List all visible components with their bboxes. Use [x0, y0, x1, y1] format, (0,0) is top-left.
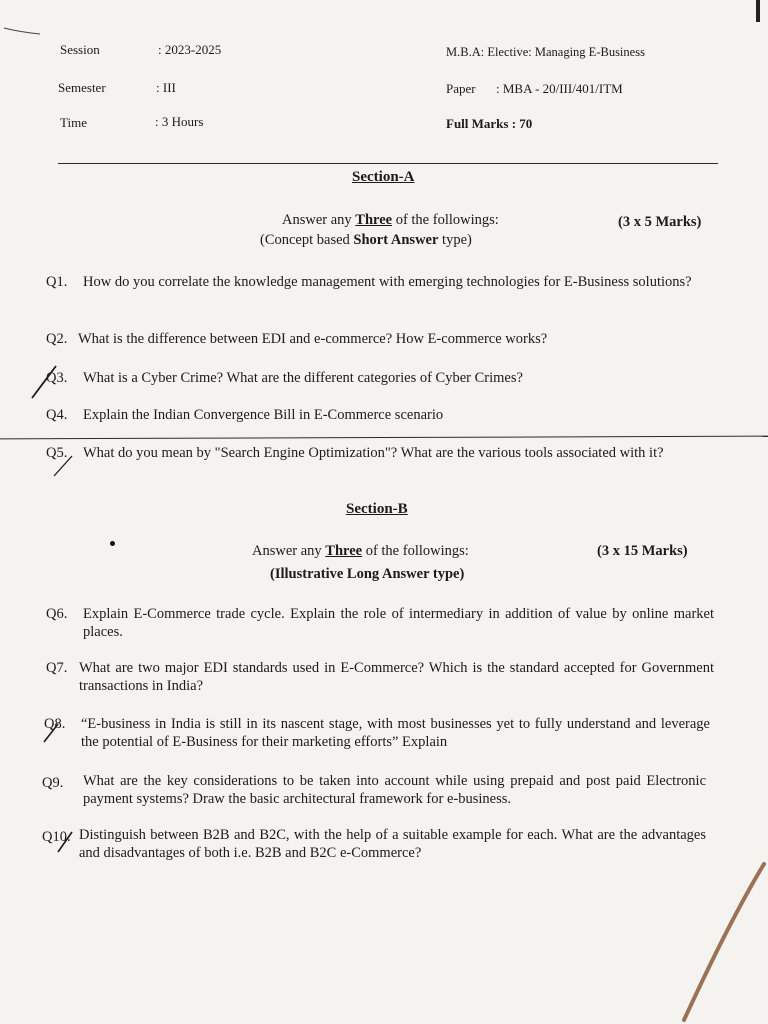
- dot-mark: [110, 541, 115, 546]
- question-text: What do you mean by "Search Engine Optimization"? What are the various tools associated with it?: [83, 445, 664, 461]
- instr-text: Answer any: [252, 543, 326, 559]
- question-q5: [46, 444, 718, 462]
- section-a-type: [260, 232, 472, 249]
- full-marks: Full Marks : 70: [446, 116, 533, 131]
- question-number: Q7.: [46, 660, 68, 676]
- section-b-marks: (3 x 15 Marks): [597, 543, 688, 559]
- header-divider: [58, 163, 718, 164]
- semester-label: Semester: [58, 80, 106, 95]
- section-a-instruction: [282, 212, 499, 229]
- instr-text: of the followings:: [362, 543, 469, 559]
- section-a-marks: (3 x 5 Marks): [618, 214, 702, 230]
- instr-emphasis: Three: [355, 212, 393, 228]
- question-number: Q4.: [46, 407, 68, 423]
- paper-value: : MBA - 20/III/401/ITM: [496, 81, 623, 96]
- question-q3: [46, 369, 722, 387]
- session-label: Session: [60, 42, 100, 57]
- question-number: Q6.: [46, 606, 68, 622]
- question-number: Q10.: [42, 829, 71, 845]
- question-number: Q9.: [42, 775, 64, 791]
- question-text: Explain E-Commerce trade cycle. Explain the role of intermediary in addition of value by online market places.: [83, 606, 714, 640]
- instr-text: Answer any: [282, 212, 356, 228]
- section-b-title: Section-B: [346, 501, 408, 517]
- fold-line: [0, 436, 768, 440]
- program-title: M.B.A: Elective: Managing E-Business: [446, 45, 645, 59]
- section-b-instruction: [252, 543, 469, 560]
- question-text: What is a Cyber Crime? What are the different categories of Cyber Crimes?: [83, 370, 523, 386]
- paper-label: Paper: [446, 81, 476, 96]
- instr-emphasis: Three: [325, 543, 363, 559]
- question-number: Q1.: [46, 274, 68, 290]
- stray-pen-mark: [0, 20, 60, 40]
- question-text: What are the key considerations to be taken into account while using prepaid and post paid Electronic payment systems? Draw the basic architectural framework for e-business.: [83, 773, 706, 807]
- question-q6: [46, 605, 714, 641]
- question-text: Explain the Indian Convergence Bill in E-Commerce scenario: [83, 407, 444, 423]
- type-emphasis: Short Answer: [353, 232, 439, 248]
- question-q7: [46, 659, 714, 695]
- question-number: Q5.: [46, 445, 68, 461]
- corner-edge-mark: [756, 0, 760, 22]
- semester-value: : III: [156, 80, 176, 95]
- type-text: type): [438, 232, 472, 248]
- question-number: Q8.: [44, 716, 66, 732]
- tick-mark: [50, 452, 80, 482]
- instr-text: of the followings:: [392, 212, 499, 228]
- tick-mark: [54, 828, 78, 856]
- time-value: : 3 Hours: [155, 114, 204, 129]
- question-q2: [46, 330, 722, 348]
- question-q1: [46, 273, 722, 291]
- section-a-title: Section-A: [352, 169, 415, 185]
- tick-mark: [26, 362, 62, 402]
- tick-mark: [40, 720, 64, 746]
- question-q10: [42, 826, 706, 862]
- question-text: What are two major EDI standards used in E-Commerce? Which is the standard accepted for Government transactions in India?: [79, 660, 714, 694]
- pen-stroke: [640, 860, 768, 1024]
- question-text: Distinguish between B2B and B2C, with the help of a suitable example for each. What are the advantages and disadvantages of both i.e. B2B and B2C e-Commerce?: [79, 827, 706, 861]
- question-number: Q2.: [46, 331, 68, 347]
- question-text: How do you correlate the knowledge management with emerging technologies for E-Business solutions?: [83, 274, 692, 290]
- question-text: “E-business in India is still in its nascent stage, with most businesses yet to fully understand and leverage the potential of E-Business for their marketing efforts” Explain: [81, 716, 710, 750]
- question-number: Q3.: [46, 370, 68, 386]
- question-q4: [46, 406, 722, 424]
- question-text: What is the difference between EDI and e-commerce? How E-commerce works?: [78, 331, 548, 347]
- question-q9: [42, 772, 706, 808]
- section-b-type: (Illustrative Long Answer type): [270, 566, 465, 582]
- type-text: (Concept based: [260, 232, 354, 248]
- time-label: Time: [60, 115, 87, 130]
- session-value: : 2023-2025: [158, 42, 222, 57]
- question-q8: [44, 715, 710, 751]
